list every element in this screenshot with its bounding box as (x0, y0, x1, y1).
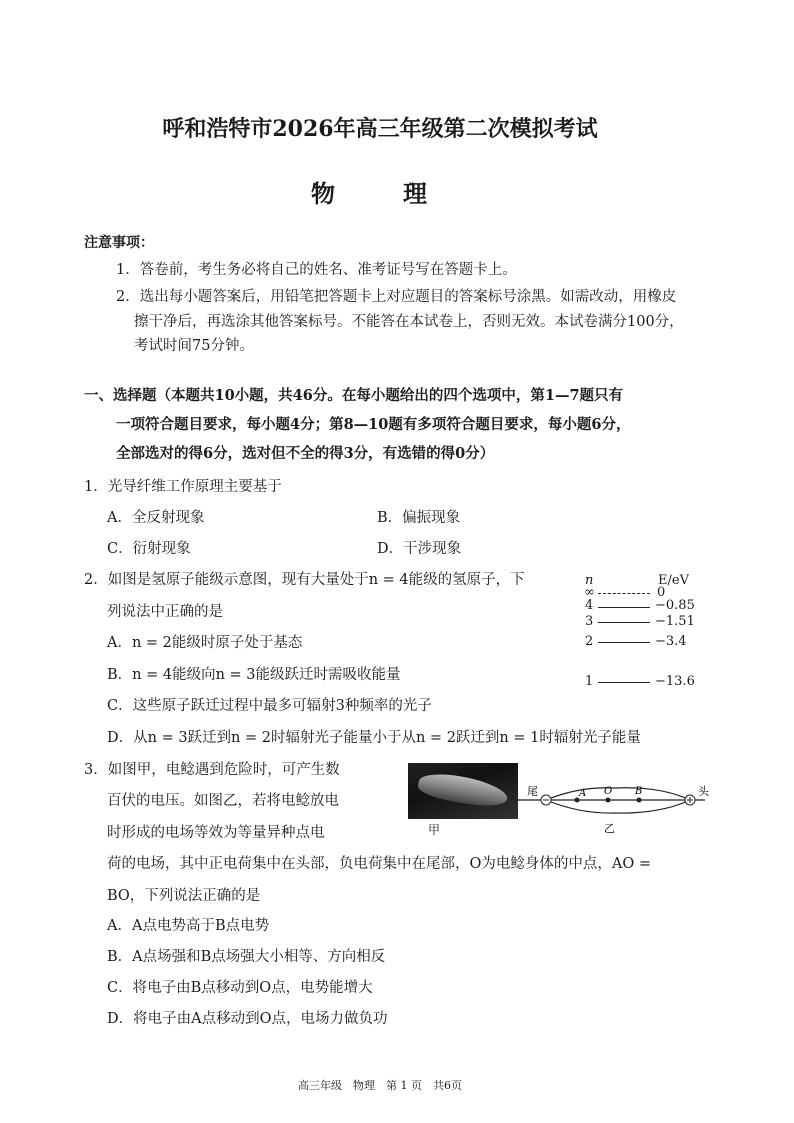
q2-stem: 列说法中正确的是 (107, 604, 223, 620)
label-b: B (635, 786, 643, 797)
level-energy: −0.85 (655, 598, 695, 613)
head-label: 头 (698, 785, 709, 798)
point-b (637, 798, 642, 803)
n-label: n (585, 573, 594, 588)
q2-option-b: B．n = 4能级向n = 3能级跃迁时需吸收能量 (107, 667, 401, 683)
q3-stem: BO，下列说法正确的是 (107, 888, 261, 904)
q1-option-a: A．全反射现象 (107, 510, 205, 526)
label-a: A (579, 788, 587, 799)
level-line (598, 682, 650, 683)
fig-yi-caption: 乙 (604, 822, 615, 835)
catfish-photo (408, 763, 518, 819)
level-energy: −1.51 (655, 614, 695, 629)
field-diagram (510, 780, 710, 840)
q3-option-b: B．A点场强和B点场强大小相等、方向相反 (107, 949, 386, 965)
q2-option-c: C．这些原子跃迁过程中最多可辐射3种频率的光子 (107, 698, 432, 714)
q2-stem: 2．如图是氢原子能级示意图，现有大量处于n = 4能级的氢原子，下 (84, 572, 525, 588)
field-line-bottom (546, 800, 690, 813)
q1-stem: 1．光导纤维工作原理主要基于 (84, 479, 282, 495)
fish-image (416, 769, 509, 810)
level-line (598, 593, 650, 594)
level-n: 1 (585, 674, 594, 689)
level-energy: −13.6 (655, 674, 695, 689)
notice-item: 1．答卷前，考生务必将自己的姓名、准考证号写在答题卡上。 (116, 262, 517, 278)
level-n: 4 (585, 598, 594, 613)
level-n: ∞ (584, 585, 595, 600)
notice-item: 擦干净后，再选涂其他答案标号。不能答在本试卷上，否则无效。本试卷满分100分， (134, 314, 684, 330)
level-line (598, 642, 650, 643)
q3-stem: 荷的电场，其中正电荷集中在头部，负电荷集中在尾部，O为电鲶身体的中点，AO = (107, 856, 652, 872)
q3-option-a: A．A点电势高于B点电势 (107, 918, 270, 934)
q2-option-a: A．n = 2能级时原子处于基态 (107, 635, 303, 651)
field-line-top (546, 788, 690, 800)
q3-stem: 时形成的电场等效为等量异种点电 (107, 825, 325, 841)
q1-option-c: C．衍射现象 (107, 541, 191, 557)
section-heading: 全部选对的得6分，选对但不全的得3分，有选错的得0分） (116, 445, 495, 462)
label-o: O (604, 786, 613, 797)
e-label: E/eV (658, 573, 689, 588)
level-n: 3 (585, 614, 594, 629)
point-o (606, 798, 611, 803)
level-line (598, 607, 650, 608)
q3-option-c: C．将电子由B点移动到O点，电势能增大 (107, 980, 373, 996)
exam-title: 呼和浩特市2026年高三年级第二次模拟考试 (162, 116, 598, 142)
section-heading: 一项符合题目要求，每小题4分；第8—10题有多项符合题目要求，每小题6分， (116, 416, 631, 433)
level-energy: −3.4 (655, 634, 687, 649)
level-energy: 0 (657, 585, 666, 600)
level-line (598, 622, 650, 623)
notice-heading: 注意事项： (84, 235, 154, 251)
level-n: 2 (585, 634, 594, 649)
fig-jia-caption: 甲 (428, 823, 441, 837)
q3-stem: 3．如图甲，电鲶遇到危险时，可产生数 (84, 762, 340, 778)
q2-option-d: D．从n = 3跃迁到n = 2时辐射光子能量小于从n = 2跃迁到n = 1时辐射光子能量 (107, 730, 641, 746)
q3-stem: 百伏的电压。如图乙，若将电鲶放电 (107, 793, 339, 809)
section-heading: 一、选择题（本题共10小题，共46分。在每小题给出的四个选项中，第1—7题只有 (84, 387, 624, 404)
page-footer: 高三年级 物理 第 1 页 共6页 (298, 1079, 462, 1092)
q3-option-d: D．将电子由A点移动到O点，电场力做负功 (107, 1011, 388, 1027)
q1-option-d: D．干涉现象 (377, 541, 462, 557)
notice-item: 2．选出每小题答案后，用铅笔把答题卡上对应题目的答案标号涂黑。如需改动，用橡皮 (116, 289, 677, 305)
q1-option-b: B．偏振现象 (377, 510, 461, 526)
notice-item: 考试时间75分钟。 (134, 338, 254, 354)
subject-title: 物 理 (311, 179, 449, 208)
tail-label: 尾 (527, 785, 538, 798)
